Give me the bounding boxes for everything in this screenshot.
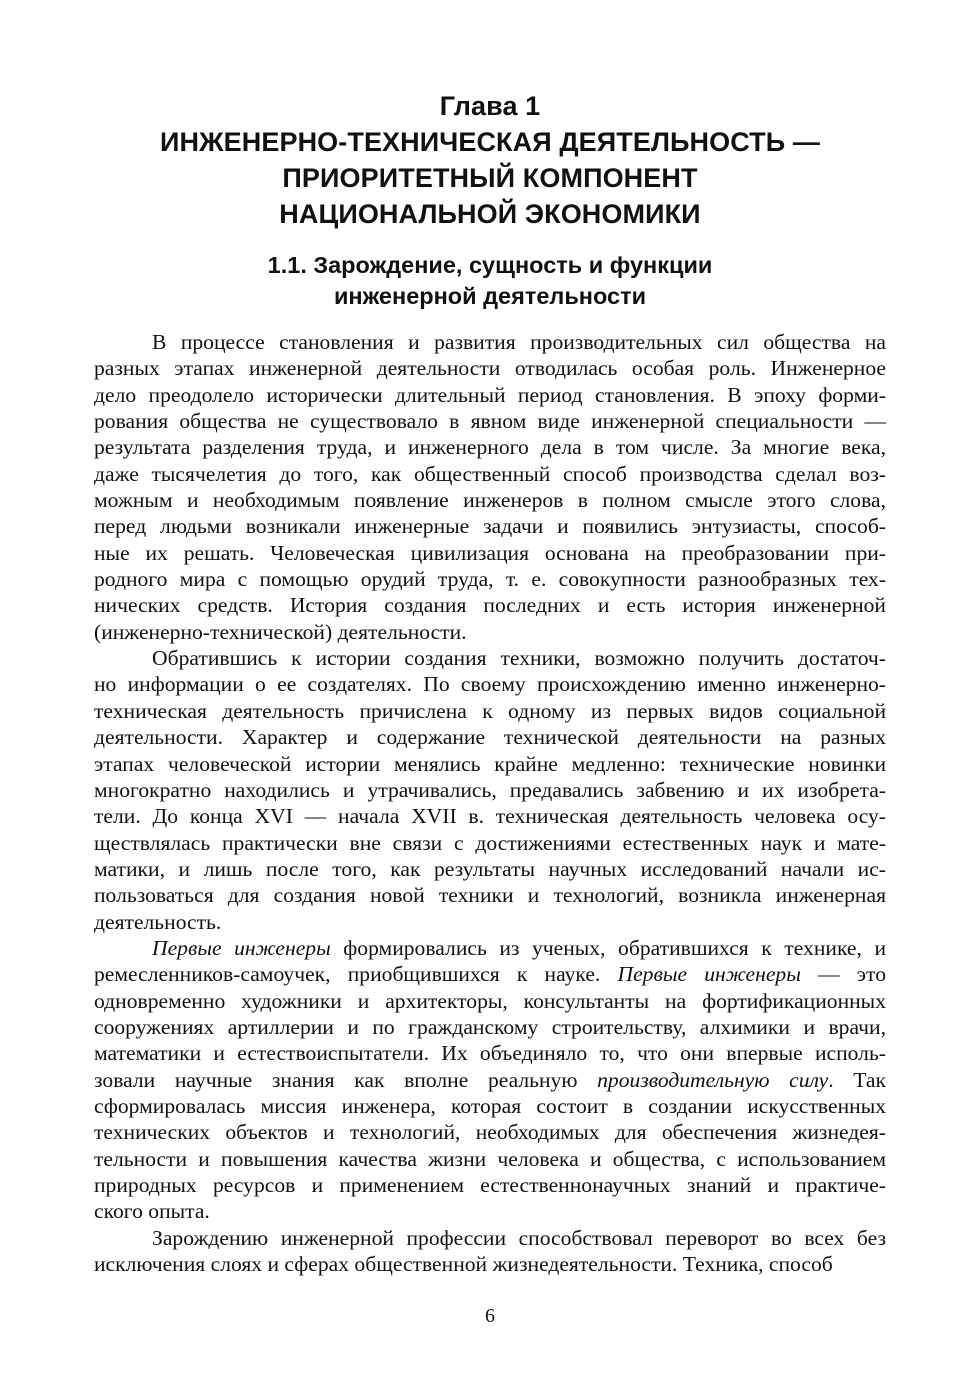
text-line: исключения слоях и сферах общественной жизнедеятельности. Техника, способ xyxy=(94,1252,833,1277)
text-line: сооружениях артиллерии и по гражданскому строительству, алхимики и врачи, xyxy=(94,1014,886,1039)
text-line: ремесленников-самоучек, приобщившихся к науке. Первые инженеры — это xyxy=(94,962,887,987)
text-line: разных этапах инженерной деятельности отводилась особая роль. Инженерное xyxy=(94,356,886,381)
text-line: дело преодолело исторически длительный период становления. В эпоху форми- xyxy=(94,382,886,407)
text-line: (инженерно-технической) деятельности. xyxy=(94,619,467,644)
text-line: Обратившись к истории создания техники, возможно получить достаточ- xyxy=(152,646,886,671)
text-line: ского опыта. xyxy=(94,1199,210,1224)
text-line: природных ресурсов и применением естественнонаучных знаний и практиче- xyxy=(94,1173,886,1197)
text-line: пользоваться для создания новой техники и технологий, возникла инженерная xyxy=(94,883,886,908)
paragraph xyxy=(94,1225,886,1278)
text-line: можным и необходимым появление инженеров в полном смысле этого слова, xyxy=(94,488,886,513)
text-line: одновременно художники и архитекторы, консультанты на фортификационных xyxy=(94,988,886,1013)
page-number: 6 xyxy=(485,1305,495,1327)
text-line: матики, и лишь после того, как результаты научных исследований начали ис- xyxy=(94,856,886,881)
chapter-label: Глава 1 xyxy=(439,91,541,121)
text-line: тельности и повышения качества жизни человека и общества, с использованием xyxy=(94,1146,886,1171)
italic-phrase: Первые инженеры xyxy=(617,962,801,987)
text-line: рования общества не существовало в явном виде инженерной специальности — xyxy=(94,409,886,434)
section-title-line: 1.1. Зарождение, сущность и функции xyxy=(267,252,713,278)
paragraph xyxy=(94,329,886,645)
text-line: сформировалась миссия инженера, которая состоит в создании искусственных xyxy=(94,1093,886,1118)
text-line: В процессе становления и развития производительных сил общества на xyxy=(152,330,886,354)
text-line: перед людьми возникали инженерные задачи и появились энтузиасты, способ- xyxy=(94,514,886,539)
italic-phrase: Первые инженеры xyxy=(152,935,331,960)
chapter-heading xyxy=(95,88,885,232)
text-line: ществлялась практически вне связи с достижениями естественных наук и мате- xyxy=(94,830,886,855)
text-line: зовали научные знания как вполне реальную производительную силу. Так xyxy=(94,1067,886,1092)
section-title-line: инженерной деятельности xyxy=(333,283,647,309)
text-line: родного мира с помощью орудий труда, т. е. совокупности разнообразных тех- xyxy=(94,567,886,592)
text-line: тели. До конца XVI — начала XVII в. техническая деятельность человека осу- xyxy=(94,804,886,829)
chapter-title-line: ПРИОРИТЕТНЫЙ КОМПОНЕНТ xyxy=(282,163,698,193)
body-text xyxy=(94,329,886,1277)
italic-phrase: производительную силу xyxy=(597,1067,829,1092)
text-line: техническая деятельность причислена к одному из первых видов социальной xyxy=(94,698,886,723)
section-heading xyxy=(95,250,885,312)
text-line: Первые инженеры формировались из ученых, обратившихся к технике, и xyxy=(152,935,886,960)
text-line: даже тысячелетия до того, как общественный способ производства сделал воз- xyxy=(94,461,886,486)
text-line: ные их решать. Человеческая цивилизация основана на преобразовании при- xyxy=(94,540,886,565)
chapter-title-line: НАЦИОНАЛЬНОЙ ЭКОНОМИКИ xyxy=(279,199,701,229)
text-line: многократно находились и утрачивались, предавались забвению и их изобрета- xyxy=(94,777,886,802)
text-line: Зарождению инженерной профессии способствовал переворот во всех без xyxy=(152,1225,886,1250)
text-line: результата разделения труда, и инженерного дела в том числе. За многие века, xyxy=(94,435,886,460)
paragraph xyxy=(94,935,886,1225)
text-line: деятельность. xyxy=(94,909,222,934)
text-line: технических объектов и технологий, необходимых для обеспечения жизнедея- xyxy=(94,1120,886,1145)
paragraph xyxy=(94,645,886,935)
text-line: математики и естествоиспытатели. Их объединяло то, что они впервые исполь- xyxy=(94,1041,886,1066)
text-line: но информации о ее создателях. По своему происхождению именно инженерно- xyxy=(94,672,886,697)
text-line: нических средств. История создания последних и есть история инженерной xyxy=(94,593,886,618)
text-line: деятельности. Характер и содержание технической деятельности на разных xyxy=(94,725,886,750)
chapter-title-line: ИНЖЕНЕРНО-ТЕХНИЧЕСКАЯ ДЕЯТЕЛЬНОСТЬ — xyxy=(160,127,820,157)
text-line: этапах человеческой истории менялись крайне медленно: технические новинки xyxy=(94,751,886,776)
